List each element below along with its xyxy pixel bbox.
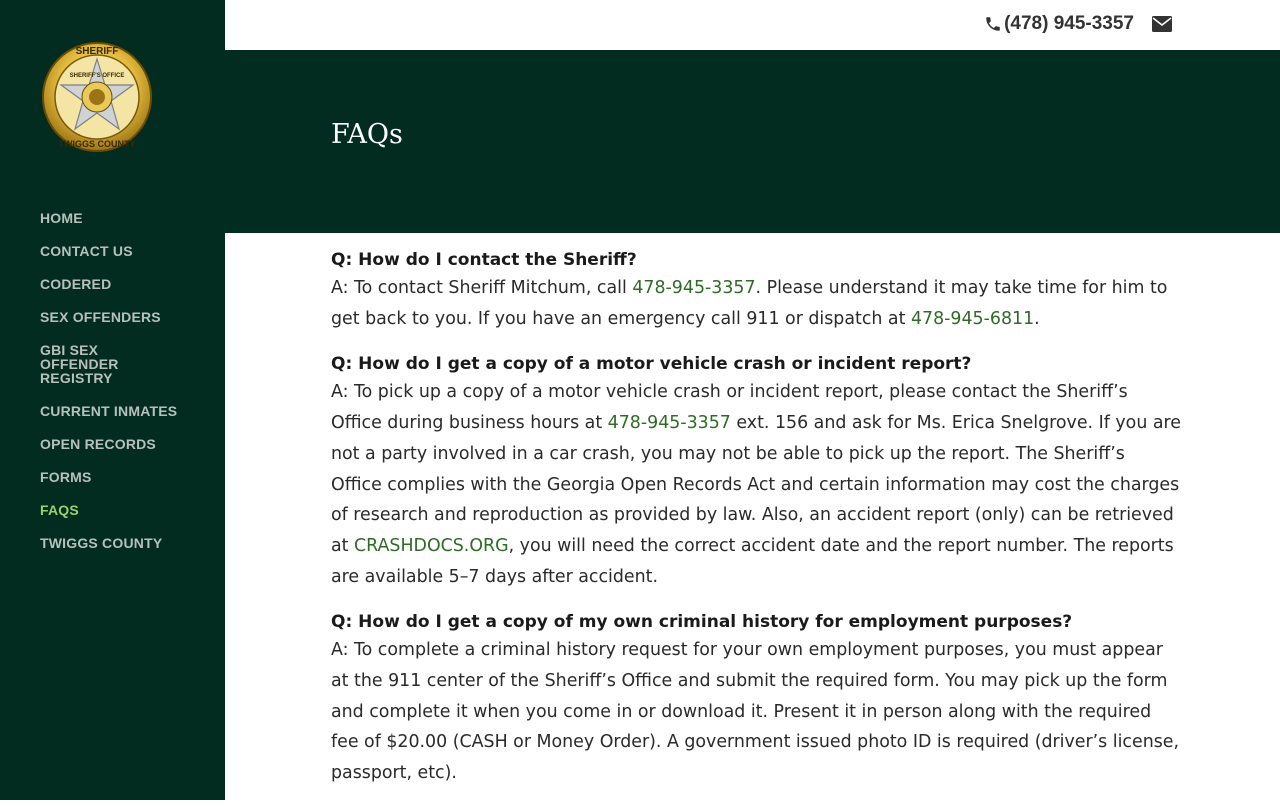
faq-item: [331, 351, 1181, 592]
page-header-banner: [225, 50, 1280, 233]
phone-number: (478) 945-3357: [1004, 13, 1134, 34]
sidebar-item-current-inmates[interactable]: CURRENT INMATES: [40, 403, 178, 419]
sheriff-phone-link[interactable]: 478-945-3357: [632, 278, 756, 298]
sidebar-item-open-records[interactable]: OPEN RECORDS: [40, 436, 156, 452]
answer-text: A: To contact Sheriff Mitchum, call: [331, 278, 633, 298]
svg-text:TWIGGS COUNTY: TWIGGS COUNTY: [58, 139, 136, 149]
dispatch-phone-link[interactable]: 478-945-6811: [910, 308, 1035, 329]
svg-text:SHERIFF: SHERIFF: [75, 46, 119, 57]
page-title: FAQs: [331, 119, 403, 150]
svg-text:SHERIFF'S OFFICE: SHERIFF'S OFFICE: [69, 73, 125, 79]
mail-icon[interactable]: [1152, 16, 1172, 32]
sidebar-item-home[interactable]: HOME: [40, 210, 83, 226]
answer-text: .: [1034, 308, 1040, 329]
sheriff-badge-logo[interactable]: [41, 41, 153, 153]
faq-question: Q: How do I get a copy of my own criminal history for employment purposes?: [331, 612, 1073, 633]
faq-content: [331, 247, 1181, 806]
faq-answer: [331, 635, 1181, 789]
faq-answer: [331, 377, 1181, 592]
sidebar-item-codered[interactable]: CODERED: [40, 276, 112, 292]
answer-text: ext. 156 and ask for Ms. Erica Snelgrove. If you are not a party involved in a car crash, you may not be able to pick up the report. The Sheriff’s Office complies with the Georgia Open Records Act and certain information may cost the charges of research and reproduction as provided by law. Also, an accident report (only) can be retrieved at: [331, 413, 1181, 556]
answer-text: A: To pick up a copy of a motor vehicle crash or incident report, please contact the Sheriff’s Office during business hours at: [331, 382, 1128, 434]
faq-question: Q: How do I contact the Sheriff?: [331, 250, 637, 270]
sidebar-item-sex-offenders[interactable]: SEX OFFENDERS: [40, 309, 161, 325]
sidebar-item-contact-us[interactable]: CONTACT US: [40, 243, 133, 259]
sidebar-item-twiggs-county[interactable]: TWIGGS COUNTY: [40, 535, 163, 551]
phone-icon: [984, 15, 1002, 33]
sidebar-item-forms[interactable]: FORMS: [40, 469, 92, 485]
crashdocs-link[interactable]: CRASHDOCS.ORG: [354, 535, 509, 556]
sidebar-nav: [40, 211, 215, 569]
sidebar-item-gbi-sex-offender-registry[interactable]: GBI SEX OFFENDER REGISTRY: [40, 342, 119, 386]
sidebar-item-faqs[interactable]: FAQS: [40, 502, 79, 518]
top-bar: [225, 0, 1280, 50]
answer-text: A: To complete a criminal history request for your own employment purposes, you must appear at the 911 center of the Sheriff’s Office and submit the required form. You may pick up the form and complete it when you come in or download it. Present it in person along with the required fee of $20.00 (CASH or Money Order). A government issued photo ID is required (driver’s license, passport, etc).: [331, 640, 1180, 784]
answer-text: , you will need the correct accident date and the report number. The reports are available 5–7 days after accident.: [331, 535, 1174, 587]
faq-item: [331, 609, 1181, 789]
faq-answer: [331, 273, 1181, 334]
records-phone-link[interactable]: 478-945-3357: [607, 413, 731, 434]
faq-item: [331, 247, 1181, 334]
faq-question: Q: How do I get a copy of a motor vehicle crash or incident report?: [331, 354, 972, 375]
sidebar: [0, 0, 225, 800]
answer-text: . Please understand it may take time for him to get back to you. If you have an emergency call 911 or dispatch at: [331, 278, 1168, 329]
header-phone[interactable]: [984, 13, 1134, 35]
